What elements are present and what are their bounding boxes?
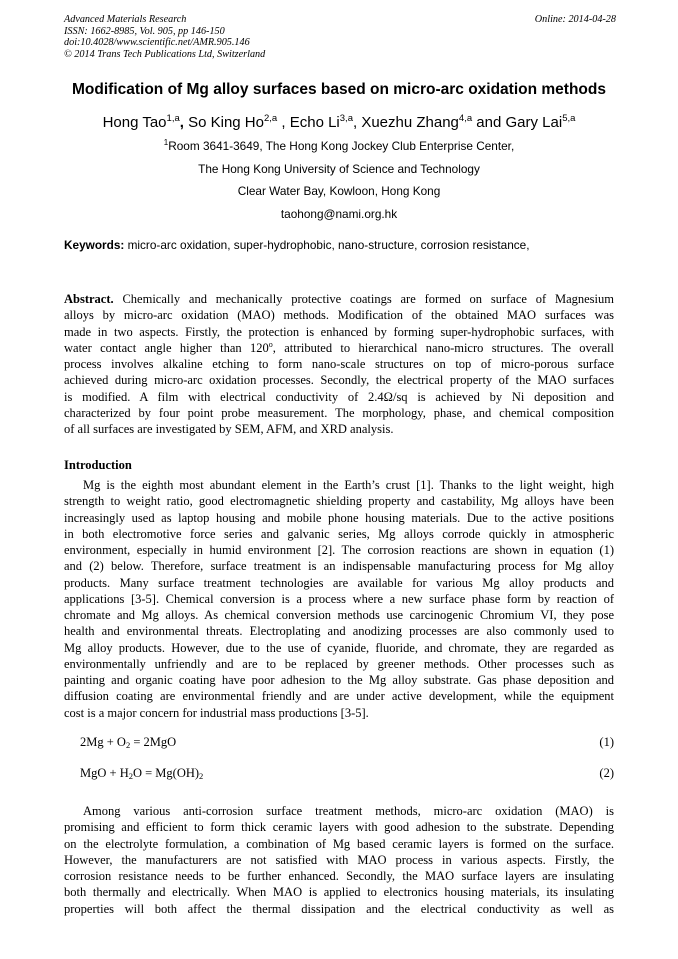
body-line: However, the manufacturers are not satisfied with MAO process in various aspects. Firstly, the [64, 852, 614, 867]
body-line: and (2) below. Therefore, surface treatment is an indispensable manufacturing process for Mg alloy [64, 559, 614, 574]
body-line: Among various anti-corrosion surface treatment methods, micro-arc oxidation (MAO) is [83, 804, 614, 818]
equation-2 [80, 766, 614, 781]
author-list [0, 114, 678, 131]
abstract-text: , attributed to hierarchical nano-micro structures. The overall [272, 340, 615, 355]
abstract [64, 291, 614, 437]
body-line: cost is a major concern for industrial mass productions [3-5]. [64, 705, 369, 720]
abstract-line: process involves alkaline etching to form nano-scale structures on top of micro-porous surface [64, 357, 614, 371]
body-line: Mg is the eighth most abundant element in the Earth’s crust [1]. Thanks to the light weight, high [83, 478, 614, 492]
abstract-line: is modified. A film with electrical conductivity of 2.4Ω/sq is achieved by Ni deposition and [64, 389, 614, 404]
intro-paragraph-1 [64, 477, 614, 721]
body-line: environmentally unfriendly and are to be replaced by greener methods. Other processes such as [64, 656, 614, 671]
paper-title: Modification of Mg alloy surfaces based on micro-arc oxidation methods [72, 81, 606, 98]
keywords-label: Keywords: [64, 238, 125, 252]
online-date: Online: 2014-04-28 [534, 14, 616, 25]
affiliation-line-2: The Hong Kong University of Science and Technology [198, 162, 480, 176]
equation-text: O = Mg(OH) [132, 766, 200, 780]
affiliation-superscript: 1 [163, 138, 169, 147]
body-line: both thermally and electrically. When MAO is applied to electronics housing materials, its insulating [64, 885, 614, 900]
author-name: Echo Li [289, 114, 340, 131]
abstract-line: made in two aspects. Firstly, the protection is enhanced by forming super-hydrophobic surfaces, with [64, 324, 614, 339]
affiliation-line-1 [0, 139, 678, 153]
issn-line: ISSN: 1662-8985, Vol. 905, pp 146-150 [64, 25, 225, 37]
journal-header [64, 14, 616, 60]
author-separator: , [179, 114, 189, 131]
equation-subscript: 2 [125, 740, 131, 750]
abstract-line: alloys by micro-arc oxidation (MAO) methods. Modification of the obtained MAO surfaces was [64, 308, 614, 323]
abstract-line [64, 340, 614, 356]
doi-line: doi:10.4028/www.scientific.net/AMR.905.146 [64, 37, 250, 49]
equation-1 [80, 735, 614, 750]
author-superscript: 2,a [263, 113, 278, 124]
author-name: Gary Lai [505, 114, 563, 131]
equation-text: MgO + H [80, 766, 129, 780]
body-line: diffusion coating are environmental friendly and are under active development, while the equipment [64, 689, 614, 704]
equation-subscript: 2 [199, 771, 204, 781]
abstract-line: characterized by four point probe measurement. The morphology, phase, and chemical composition [64, 405, 614, 420]
equation-text: = 2MgO [130, 735, 177, 749]
body-line: strength to weight ratio, good electromagnetic shielding property and castability, Mg alloys have been [64, 494, 614, 509]
body-line: on the electrolyte formulation, a combination of Mg based ceramic layers is formed on the surface. [64, 836, 614, 851]
journal-name: Advanced Materials Research [64, 14, 187, 25]
body-line: in both electromotive force series and galvanic series, Mg alloys corrode quickly in atmospheric [64, 526, 614, 541]
body-line: promising and efficient to form thick ceramic layers with good adhesion to the substrate. Depending [64, 820, 614, 835]
author-separator: , [277, 114, 290, 131]
abstract-text: water contact angle higher than 120 [64, 340, 269, 355]
author-superscript: 3,a [339, 113, 353, 124]
equation-number: (2) [599, 766, 614, 780]
author-superscript: 4,a [458, 113, 473, 124]
author-name: Hong Tao [102, 114, 167, 131]
author-name: Xuezhu Zhang [361, 114, 459, 131]
abstract-line: of all surfaces are investigated by SEM, AFM, and XRD analysis. [64, 422, 394, 436]
body-line: increasingly used as laptop housing and mobile phone housing materials. Due to the active positions [64, 510, 614, 525]
author-superscript: 5,a [562, 113, 576, 124]
author-separator: , [352, 114, 362, 131]
author-superscript: 1,a [166, 113, 180, 124]
body-line: health and environmental threats. Electroplating and anodizing processes are also commonly used to [64, 624, 614, 639]
degree-superscript: o [268, 339, 273, 349]
affiliation-line-3: Clear Water Bay, Kowloon, Hong Kong [237, 184, 441, 198]
body-line: chromate and Mg alloys. As chemical conversion methods use carcinogenic Chromium VI, they pose [64, 608, 614, 622]
equation-number: (1) [599, 735, 614, 749]
body-line: Mg alloy products. However, due to the use of cyanide, fluoride, and chromate, they are regarded as [64, 640, 614, 655]
author-name: So King Ho [188, 114, 264, 131]
body-line: applications [3-5]. Chemical conversion is a process where a new surface phase form by reaction of [64, 591, 614, 606]
section-heading: Introduction [64, 458, 132, 472]
body-line: corrosion resistance needs to be further enhanced. Secondly, the MAO surface layers are insulating [64, 869, 614, 883]
body-line: products. Many surface treatment technologies are available for various Mg alloy products and [64, 575, 614, 590]
body-line: painting and organic coating have poor adhesion to the Mg alloy substrate. Gas phase deposition and [64, 673, 614, 687]
copyright-line: © 2014 Trans Tech Publications Ltd, Switzerland [64, 48, 266, 60]
affiliation-text: Room 3641-3649, The Hong Kong Jockey Club Enterprise Center, [168, 139, 515, 153]
abstract-line [64, 291, 614, 307]
author-separator: and [472, 114, 506, 131]
body-line: properties will both affect the thermal dissipation and the electrical conductivity as well as [64, 901, 614, 916]
keywords [64, 238, 624, 252]
abstract-line: achieved during micro-arc oxidation processes. Secondly, the electrical property of the MAO surfaces [64, 373, 614, 388]
abstract-label: Abstract. [64, 292, 114, 306]
equation-text: 2Mg + O [80, 735, 126, 749]
abstract-text: Chemically and mechanically protective coatings are formed on surface of Magnesium [113, 292, 614, 306]
intro-paragraph-2 [64, 803, 614, 917]
body-line: environment, especially in humid environment [2]. The corrosion reactions are shown in equation (1) [64, 543, 614, 557]
keywords-text: micro-arc oxidation, super-hydrophobic, nano-structure, corrosion resistance, [124, 238, 530, 252]
author-email: taohong@nami.org.hk [280, 207, 398, 221]
equation-subscript: 2 [128, 771, 133, 781]
